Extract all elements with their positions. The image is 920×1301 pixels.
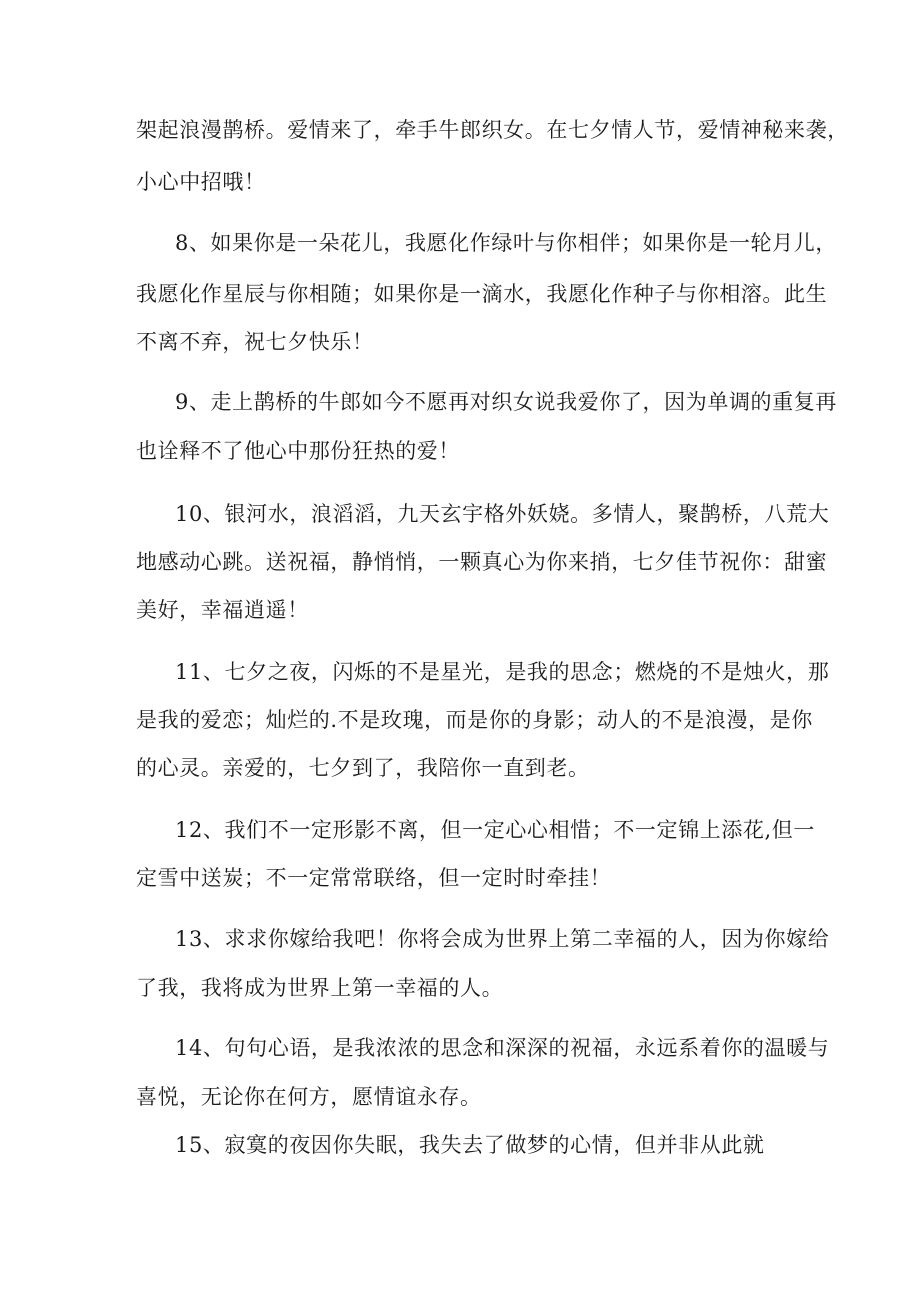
paragraph-9-line: 9、走上鹊桥的牛郎如今不愿再对织女说我爱你了，因为单调的重复再 (175, 390, 837, 414)
paragraph-14-line: 14、句句心语，是我浓浓的思念和深深的祝福，永远系着你的温暖与 (175, 1036, 830, 1060)
text-line: 地感动心跳。送祝福，静悄悄，一颗真心为你来捎，七夕佳节祝你：甜蜜 (136, 550, 828, 574)
paragraph-8-line: 8、如果你是一朵花儿，我愿化作绿叶与你相伴；如果你是一轮月儿， (175, 231, 837, 255)
paragraph-10-line: 10、银河水，浪滔滔，九天玄宇格外妖娆。多情人，聚鹊桥，八荒大 (175, 502, 830, 526)
text-line: 的心灵。亲爱的，七夕到了，我陪你一直到老。 (136, 756, 590, 780)
text-line: 小心中招哦！ (136, 170, 266, 194)
text-line: 不离不弃，祝七夕快乐！ (136, 330, 374, 354)
text-line: 喜悦，无论你在何方，愿情谊永存。 (136, 1085, 482, 1109)
text-line: 美好，幸福逍遥！ (136, 598, 309, 622)
paragraph-13-line: 13、求求你嫁给我吧！你将会成为世界上第二幸福的人，因为你嫁给 (175, 927, 830, 951)
paragraph-11-line: 11、七夕之夜，闪烁的不是星光，是我的思念；燃烧的不是烛火，那 (175, 660, 830, 684)
paragraph-15-line: 15、寂寞的夜因你失眠，我失去了做梦的心情，但并非从此就 (175, 1133, 765, 1157)
text-line: 定雪中送炭；不一定常常联络，但一定时时牵挂！ (136, 866, 612, 890)
text-line: 了我，我将成为世界上第一幸福的人。 (136, 976, 504, 1000)
text-line: 我愿化作星辰与你相随；如果你是一滴水，我愿化作种子与你相溶。此生 (136, 282, 828, 306)
text-line: 也诠释不了他心中那份狂热的爱！ (136, 439, 460, 463)
text-line: 架起浪漫鹊桥。爱情来了，牵手牛郎织女。在七夕情人节，爱情神秘来袭， (136, 118, 849, 142)
text-line: 是我的爱恋；灿烂的.不是玫瑰，而是你的身影；动人的不是浪漫，是你 (136, 708, 813, 732)
paragraph-12-line: 12、我们不一定形影不离，但一定心心相惜；不一定锦上添花,但一 (175, 818, 815, 842)
